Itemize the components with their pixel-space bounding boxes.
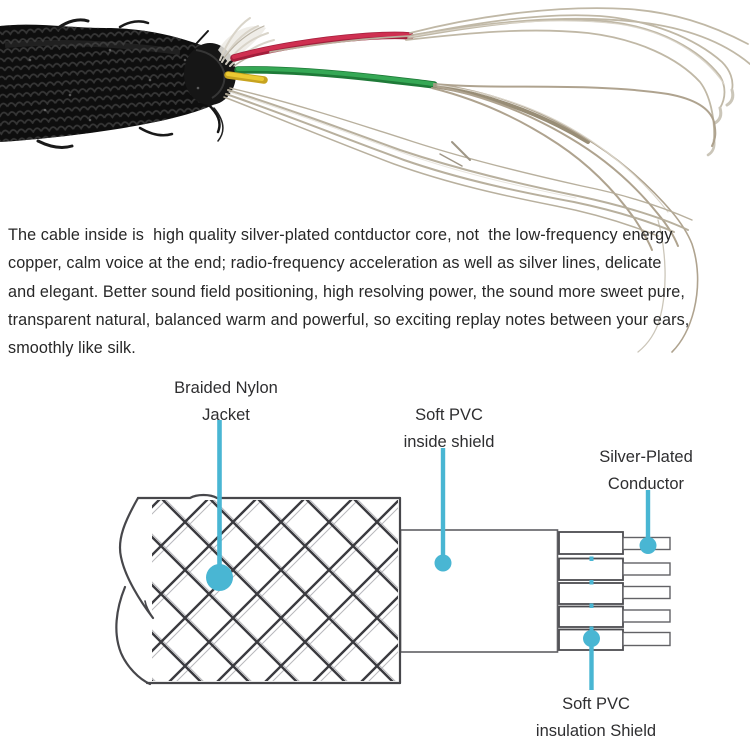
conductor-wire-5	[623, 633, 670, 646]
label-line: Silver-Plated	[599, 448, 693, 466]
description-line: copper, calm voice at the end; radio-frequency acceleration as well as silver lines, delicate	[8, 254, 662, 273]
shield-fluff	[218, 18, 278, 66]
braided-cable	[0, 20, 236, 148]
label-line: Jacket	[202, 406, 250, 424]
label-line: inside shield	[403, 433, 495, 451]
callout-dot-inside-shield	[435, 555, 452, 572]
yellow-wire	[228, 74, 264, 80]
description-line: The cable inside is high quality silver-plated contductor core, not the low-frequency energy	[8, 226, 673, 244]
green-wire	[238, 69, 434, 85]
label-silver-plated-conductor	[556, 444, 736, 498]
conductor-wire-4	[623, 610, 670, 622]
insulation-wire-1	[559, 532, 623, 554]
label-line: Conductor	[607, 475, 685, 493]
label-soft-pvc-inside-shield	[359, 402, 539, 456]
strand-bundle-upper	[270, 8, 750, 155]
insulation-wire-4	[559, 607, 623, 628]
description-line: transparent natural, balanced warm and powerful, so exciting replay notes between your ears,	[8, 310, 690, 329]
label-line: Soft PVC	[562, 695, 630, 713]
label-line: Soft PVC	[415, 406, 483, 424]
inner-wires	[228, 34, 434, 85]
label-braided-nylon-jacket	[136, 375, 316, 429]
conductor-wire-2	[623, 563, 670, 575]
insulation-wire-3	[559, 583, 623, 604]
callout-dot-conductor	[640, 537, 657, 554]
diagram-pvc-inside-shield	[401, 530, 558, 652]
label-soft-pvc-insulation-shield	[506, 691, 686, 745]
callout-dot-insulation-shield	[583, 630, 600, 647]
conductor-wire-3	[623, 587, 670, 599]
description-line: smoothly like silk.	[8, 339, 136, 358]
description-paragraph	[8, 221, 689, 362]
description-line: and elegant. Better sound field positioning, high resolving power, the sound more sweet pure,	[8, 282, 686, 301]
diagram-braided-jacket	[116, 495, 400, 684]
insulation-wire-2	[559, 559, 623, 581]
label-line: Braided Nylon	[174, 379, 278, 397]
callout-dot-braided-jacket	[206, 564, 233, 591]
strand-bundle-lower	[224, 88, 692, 236]
label-line: insulation Shield	[535, 722, 657, 740]
